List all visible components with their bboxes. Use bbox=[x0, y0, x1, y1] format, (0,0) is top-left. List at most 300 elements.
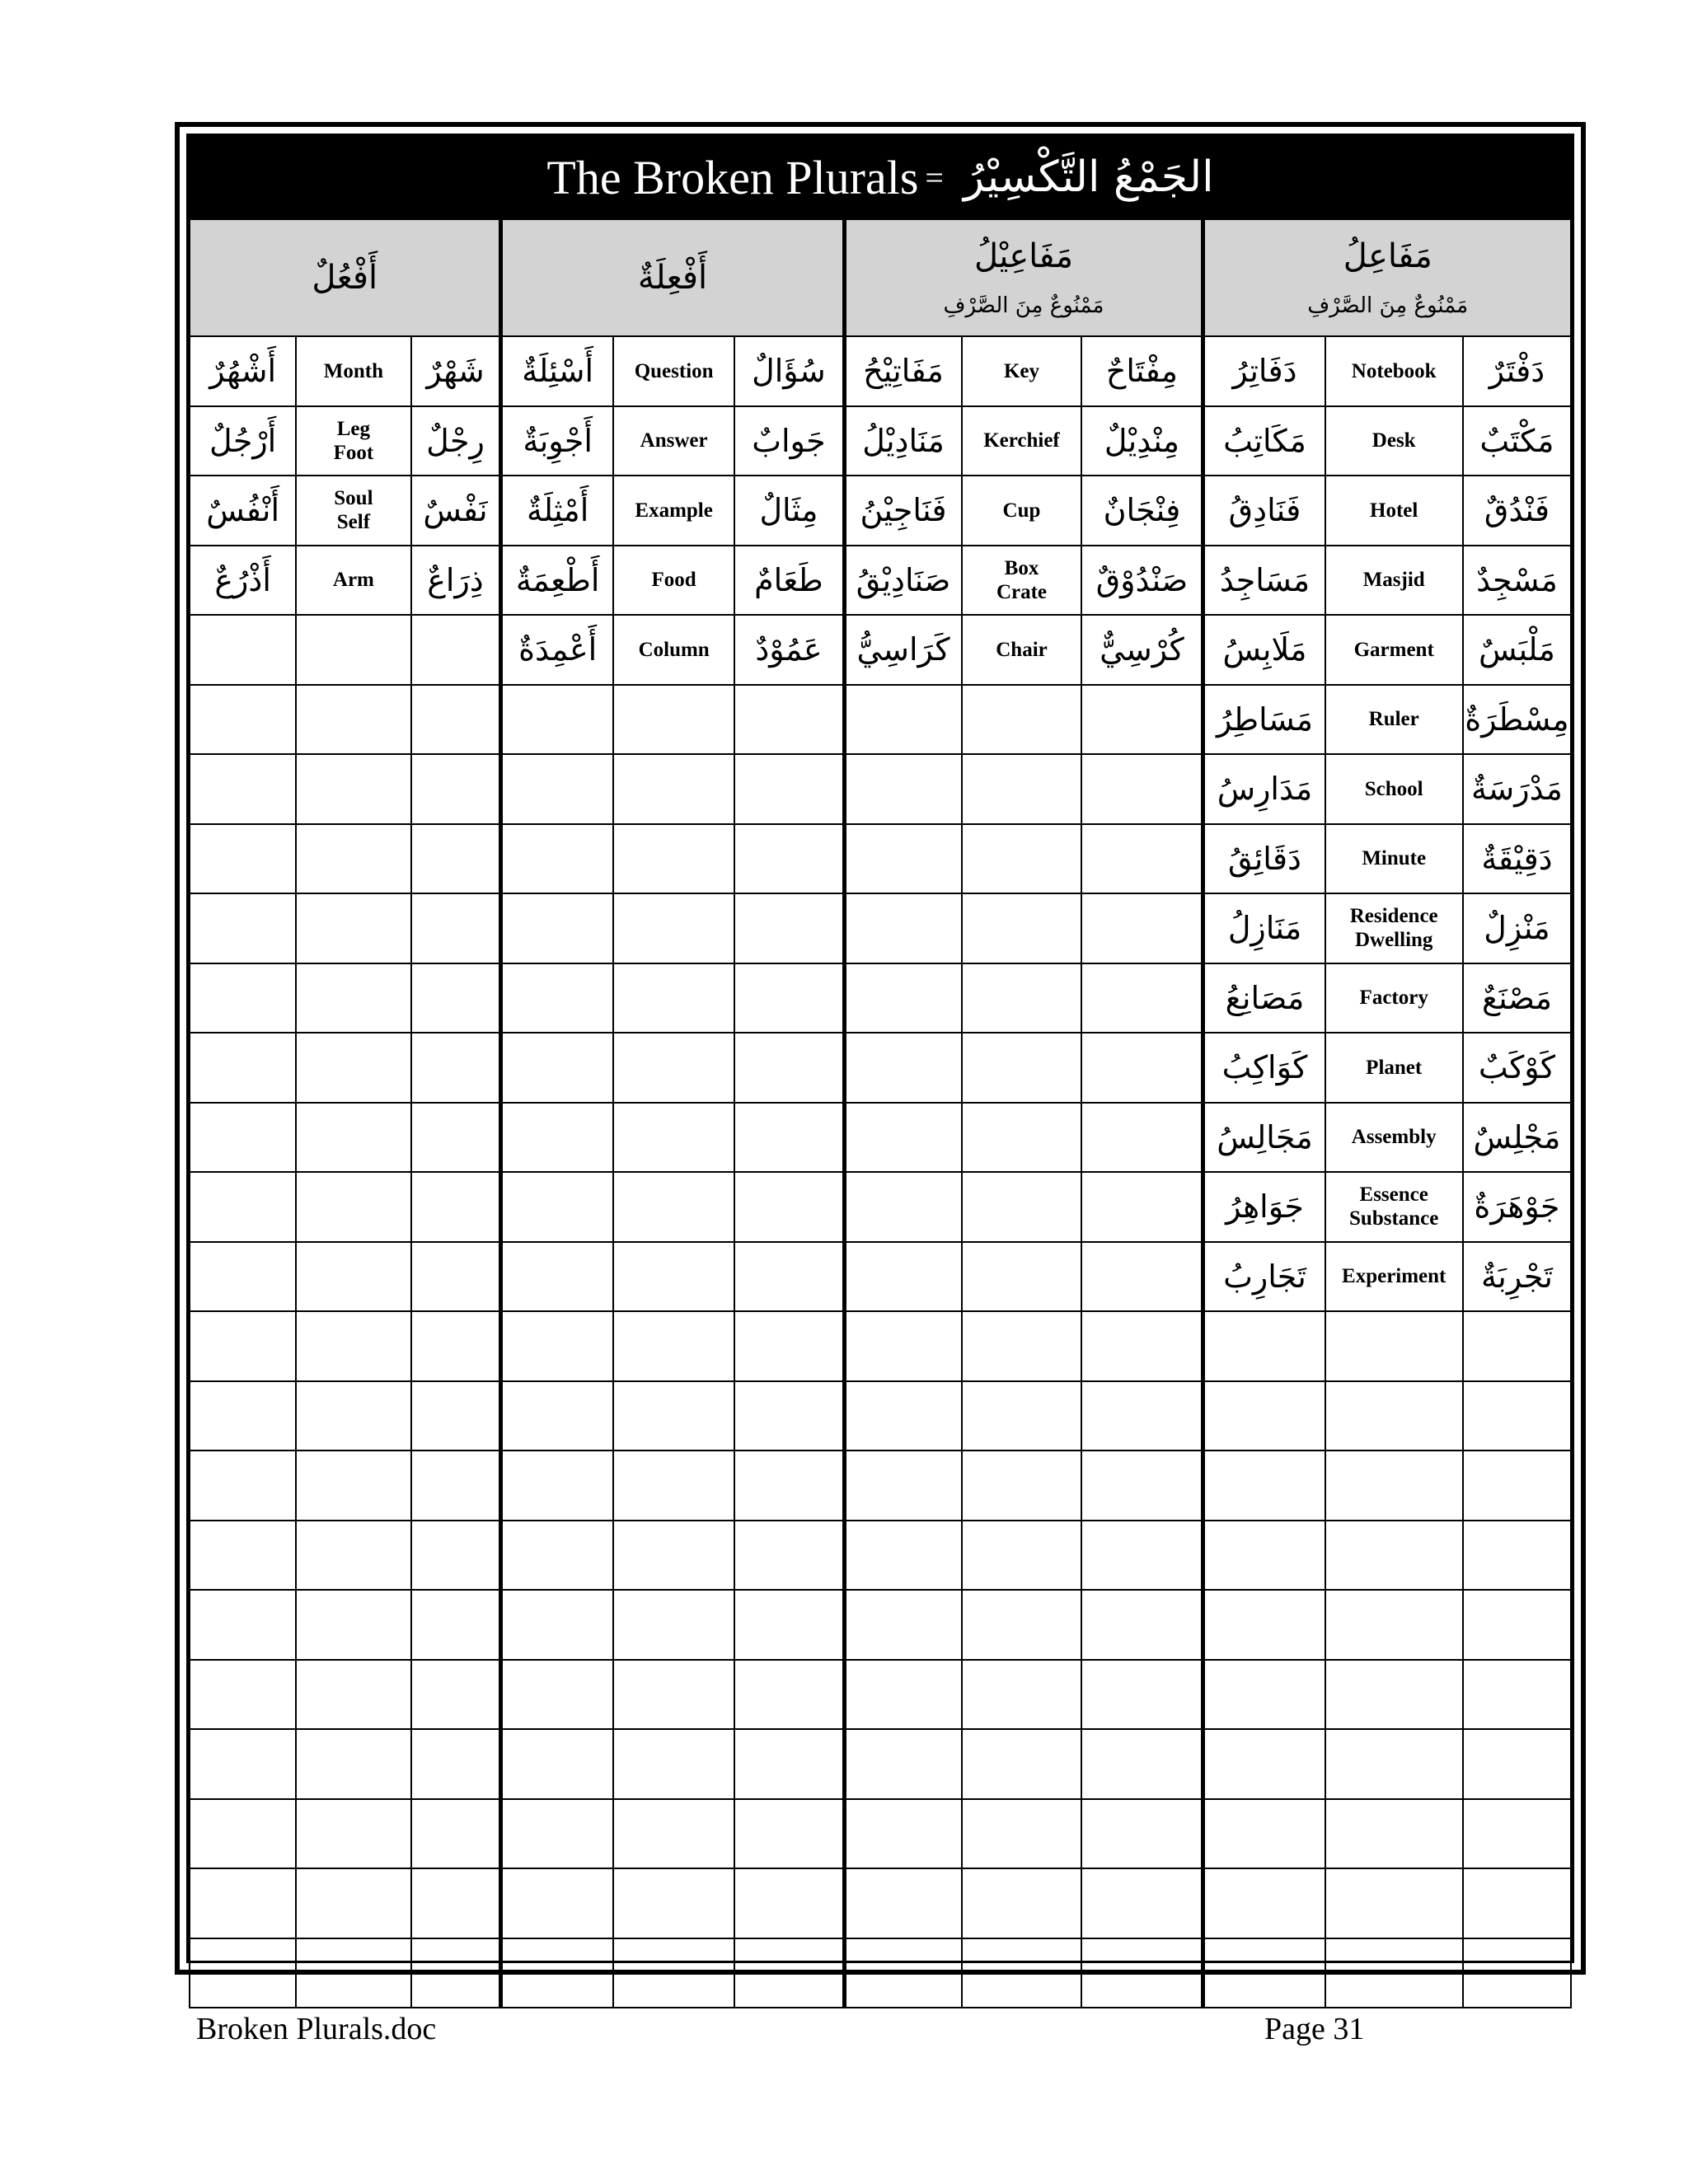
singular-cell bbox=[1463, 1799, 1571, 1869]
meaning-cell-text: Factory bbox=[1359, 987, 1428, 1010]
plural-cell bbox=[844, 1868, 962, 1938]
pattern-name: مَفَاعِلُ bbox=[1343, 237, 1432, 275]
meaning-cell bbox=[613, 1660, 735, 1730]
pattern-name: أَفْعُلٌ bbox=[312, 259, 378, 297]
plural-cell bbox=[501, 893, 613, 963]
singular-cell bbox=[1463, 685, 1571, 755]
meaning-cell bbox=[296, 615, 410, 685]
singular-cell-text: مِثَالٌ bbox=[759, 492, 818, 529]
meaning-cell bbox=[296, 1381, 410, 1451]
singular-cell-text: صَنْدُوْقٌ bbox=[1095, 561, 1189, 598]
meaning-cell-text: Desk bbox=[1372, 429, 1416, 452]
plural-cell bbox=[1203, 476, 1325, 546]
plural-cell bbox=[1203, 406, 1325, 476]
meaning-cell bbox=[962, 1868, 1082, 1938]
meaning-cell bbox=[613, 1381, 735, 1451]
singular-cell bbox=[1463, 615, 1571, 685]
meaning-cell bbox=[613, 893, 735, 963]
plural-cell bbox=[844, 476, 962, 546]
singular-cell-text: مِفْتَاحٌ bbox=[1105, 353, 1179, 390]
meaning-cell bbox=[296, 1311, 410, 1381]
plural-cell bbox=[190, 1799, 296, 1869]
plural-cell bbox=[501, 963, 613, 1033]
meaning-cell bbox=[962, 1311, 1082, 1381]
singular-cell bbox=[734, 1451, 844, 1521]
plural-cell bbox=[190, 1311, 296, 1381]
meaning-cell bbox=[613, 1311, 735, 1381]
plural-cell bbox=[1203, 824, 1325, 894]
singular-cell bbox=[1081, 1033, 1203, 1103]
table-row bbox=[190, 1521, 1571, 1591]
plural-cell-text: أَجْوِبَةٌ bbox=[523, 422, 593, 459]
singular-cell bbox=[1081, 1799, 1203, 1869]
meaning-cell bbox=[296, 546, 410, 616]
singular-cell bbox=[1463, 1311, 1571, 1381]
meaning-cell bbox=[962, 893, 1082, 963]
meaning-cell-text: Hotel bbox=[1370, 499, 1418, 522]
singular-cell bbox=[411, 685, 501, 755]
singular-cell bbox=[1463, 1242, 1571, 1312]
meaning-cell-text: Example bbox=[635, 499, 713, 522]
meaning-cell bbox=[962, 824, 1082, 894]
meaning-cell bbox=[296, 1729, 410, 1799]
pattern-header-row bbox=[190, 219, 1571, 336]
plural-cell bbox=[1203, 1103, 1325, 1173]
meaning-cell bbox=[613, 406, 735, 476]
table-row bbox=[190, 1590, 1571, 1660]
meaning-cell bbox=[613, 1868, 735, 1938]
singular-cell bbox=[1463, 893, 1571, 963]
singular-cell bbox=[1081, 1521, 1203, 1591]
meaning-cell bbox=[962, 336, 1082, 406]
plural-cell bbox=[844, 1311, 962, 1381]
pattern-header bbox=[190, 219, 501, 336]
singular-cell bbox=[1081, 406, 1203, 476]
singular-cell bbox=[411, 1381, 501, 1451]
meaning-cell bbox=[962, 1660, 1082, 1730]
footer-page-number: Page 31 bbox=[1264, 2012, 1365, 2046]
meaning-cell bbox=[613, 615, 735, 685]
plural-cell bbox=[844, 406, 962, 476]
singular-cell bbox=[411, 1033, 501, 1103]
meaning-cell bbox=[613, 824, 735, 894]
plural-cell bbox=[190, 893, 296, 963]
table-row bbox=[190, 893, 1571, 963]
meaning-cell-text: Arm bbox=[332, 569, 374, 592]
meaning-cell-text: Key bbox=[1003, 359, 1040, 382]
singular-cell bbox=[734, 406, 844, 476]
table-row bbox=[190, 1172, 1571, 1242]
singular-cell bbox=[734, 1729, 844, 1799]
singular-cell bbox=[734, 615, 844, 685]
meaning-cell bbox=[296, 336, 410, 406]
singular-cell-text: دَفْتَرٌ bbox=[1489, 353, 1545, 390]
singular-cell bbox=[734, 1799, 844, 1869]
singular-cell-text: جَوْهَرَةٌ bbox=[1474, 1188, 1560, 1226]
plural-cell bbox=[1203, 615, 1325, 685]
plural-cell bbox=[1203, 1799, 1325, 1869]
table-row bbox=[190, 685, 1571, 755]
table-row bbox=[190, 1938, 1571, 2008]
plural-cell bbox=[844, 1381, 962, 1451]
singular-cell bbox=[734, 824, 844, 894]
meaning-cell-text: School bbox=[1364, 777, 1423, 800]
plural-cell bbox=[1203, 1311, 1325, 1381]
meaning-cell bbox=[296, 1799, 410, 1869]
singular-cell-text: عَمُوْدٌ bbox=[755, 631, 823, 668]
meaning-cell bbox=[296, 963, 410, 1033]
meaning-cell bbox=[1325, 1590, 1463, 1660]
plural-cell bbox=[190, 406, 296, 476]
meaning-cell bbox=[962, 1381, 1082, 1451]
meaning-cell bbox=[613, 1242, 735, 1312]
table-row bbox=[190, 1103, 1571, 1173]
meaning-cell bbox=[962, 754, 1082, 824]
plural-cell bbox=[844, 1103, 962, 1173]
meaning-cell bbox=[613, 476, 735, 546]
meaning-cell bbox=[296, 824, 410, 894]
plural-cell bbox=[1203, 1660, 1325, 1730]
meaning-cell bbox=[296, 685, 410, 755]
singular-cell-text: فِنْجَانٌ bbox=[1103, 492, 1181, 529]
singular-cell bbox=[734, 893, 844, 963]
table-row bbox=[190, 476, 1571, 546]
plural-cell bbox=[1203, 1729, 1325, 1799]
meaning-cell bbox=[613, 685, 735, 755]
plural-cell bbox=[190, 1590, 296, 1660]
meaning-cell-text: Minute bbox=[1362, 847, 1427, 870]
plural-cell-text: مَنَادِيْلُ bbox=[862, 422, 945, 459]
singular-cell-text: جَوابٌ bbox=[752, 422, 826, 459]
singular-cell bbox=[1463, 476, 1571, 546]
singular-cell bbox=[411, 824, 501, 894]
meaning-cell bbox=[1325, 1451, 1463, 1521]
table-row bbox=[190, 1799, 1571, 1869]
plural-cell bbox=[844, 1242, 962, 1312]
singular-cell bbox=[734, 476, 844, 546]
meaning-cell bbox=[613, 754, 735, 824]
plural-cell-text: فَنَادِقُ bbox=[1228, 492, 1301, 529]
singular-cell bbox=[411, 1590, 501, 1660]
singular-cell bbox=[1081, 685, 1203, 755]
meaning-cell-text: Assembly bbox=[1351, 1126, 1437, 1149]
title-english: The Broken Plurals bbox=[546, 150, 919, 204]
plural-cell bbox=[190, 1729, 296, 1799]
plural-cell bbox=[501, 1033, 613, 1103]
plural-cell-text: أَنْفُسٌ bbox=[206, 492, 280, 529]
plural-cell bbox=[844, 1729, 962, 1799]
singular-cell bbox=[1463, 1103, 1571, 1173]
table-row bbox=[190, 824, 1571, 894]
plural-cell bbox=[501, 476, 613, 546]
singular-cell bbox=[411, 1521, 501, 1591]
plural-cell bbox=[501, 406, 613, 476]
singular-cell-text: تَجْرِبَةٌ bbox=[1480, 1258, 1553, 1295]
singular-cell-text: سُؤَالٌ bbox=[752, 353, 826, 390]
plural-cell bbox=[190, 546, 296, 616]
meaning-cell bbox=[296, 1590, 410, 1660]
meaning-cell bbox=[613, 1590, 735, 1660]
meaning-cell-text: Box Crate bbox=[996, 556, 1048, 603]
plural-cell bbox=[190, 615, 296, 685]
singular-cell bbox=[411, 615, 501, 685]
meaning-cell-text: Leg Foot bbox=[333, 417, 374, 464]
plural-cell-text: كَوَاكِبُ bbox=[1221, 1049, 1308, 1086]
singular-cell bbox=[1081, 336, 1203, 406]
meaning-cell-text: Ruler bbox=[1368, 708, 1419, 731]
meaning-cell bbox=[1325, 1311, 1463, 1381]
meaning-cell bbox=[962, 1242, 1082, 1312]
plural-cell bbox=[190, 824, 296, 894]
plural-cell bbox=[844, 1799, 962, 1869]
plural-cell bbox=[190, 476, 296, 546]
meaning-cell bbox=[613, 963, 735, 1033]
meaning-cell bbox=[296, 1868, 410, 1938]
meaning-cell bbox=[1325, 1660, 1463, 1730]
title-separator: = bbox=[925, 158, 944, 196]
plural-cell bbox=[844, 1660, 962, 1730]
plural-cell bbox=[501, 1451, 613, 1521]
meaning-cell-text: Residence Dwelling bbox=[1349, 905, 1438, 952]
plural-cell bbox=[501, 1799, 613, 1869]
meaning-cell bbox=[296, 1172, 410, 1242]
meaning-cell bbox=[296, 893, 410, 963]
meaning-cell bbox=[296, 1938, 410, 2008]
plural-cell bbox=[501, 1938, 613, 2008]
plural-cell bbox=[844, 336, 962, 406]
singular-cell-text: كُرْسِيٌّ bbox=[1100, 631, 1184, 668]
plurals-table bbox=[189, 218, 1572, 2008]
plural-cell-text: أَطْعِمَةٌ bbox=[515, 561, 600, 598]
plural-cell bbox=[844, 824, 962, 894]
plural-cell-text: مَلَابِسُ bbox=[1222, 631, 1307, 668]
singular-cell bbox=[734, 1938, 844, 2008]
singular-cell bbox=[1081, 1729, 1203, 1799]
singular-cell-text: ذِرَاعٌ bbox=[427, 561, 484, 598]
plural-cell bbox=[1203, 685, 1325, 755]
singular-cell bbox=[411, 546, 501, 616]
meaning-cell bbox=[613, 1103, 735, 1173]
singular-cell bbox=[411, 336, 501, 406]
singular-cell bbox=[734, 1868, 844, 1938]
meaning-cell-text: Garment bbox=[1353, 638, 1434, 661]
plural-cell-text: جَوَاهِرُ bbox=[1226, 1188, 1304, 1226]
plural-cell bbox=[1203, 1938, 1325, 2008]
meaning-cell-text: Chair bbox=[996, 638, 1048, 661]
singular-cell bbox=[734, 1033, 844, 1103]
meaning-cell bbox=[1325, 615, 1463, 685]
singular-cell-text: مَكْتَبٌ bbox=[1479, 422, 1554, 459]
singular-cell bbox=[1081, 1451, 1203, 1521]
meaning-cell bbox=[1325, 1103, 1463, 1173]
singular-cell bbox=[411, 1660, 501, 1730]
singular-cell bbox=[1081, 1868, 1203, 1938]
singular-cell bbox=[411, 1311, 501, 1381]
singular-cell bbox=[1081, 1938, 1203, 2008]
singular-cell bbox=[734, 1172, 844, 1242]
meaning-cell bbox=[962, 1451, 1082, 1521]
table-row bbox=[190, 754, 1571, 824]
singular-cell bbox=[1081, 1311, 1203, 1381]
meaning-cell-text: Kerchief bbox=[983, 429, 1060, 452]
plural-cell bbox=[501, 754, 613, 824]
table-row bbox=[190, 1660, 1571, 1730]
meaning-cell bbox=[962, 406, 1082, 476]
singular-cell bbox=[411, 1938, 501, 2008]
singular-cell-text: كَوْكَبٌ bbox=[1478, 1049, 1556, 1086]
meaning-cell bbox=[296, 754, 410, 824]
singular-cell bbox=[734, 1103, 844, 1173]
plural-cell bbox=[1203, 1590, 1325, 1660]
meaning-cell bbox=[613, 1521, 735, 1591]
meaning-cell bbox=[962, 1521, 1082, 1591]
meaning-cell-text: Experiment bbox=[1342, 1265, 1447, 1288]
meaning-cell bbox=[962, 1172, 1082, 1242]
singular-cell bbox=[1463, 406, 1571, 476]
plural-cell bbox=[844, 1033, 962, 1103]
plural-cell bbox=[1203, 1033, 1325, 1103]
plural-cell bbox=[501, 1729, 613, 1799]
singular-cell bbox=[411, 1799, 501, 1869]
plural-cell-text: أَعْمِدَةٌ bbox=[518, 631, 598, 668]
singular-cell bbox=[1463, 754, 1571, 824]
page-frame bbox=[175, 122, 1586, 1975]
singular-cell bbox=[1463, 963, 1571, 1033]
table-row bbox=[190, 406, 1571, 476]
plural-cell bbox=[190, 1033, 296, 1103]
table-row bbox=[190, 1311, 1571, 1381]
singular-cell-text: دَقِيْقَةٌ bbox=[1481, 840, 1553, 877]
plural-cell bbox=[190, 1242, 296, 1312]
table-row bbox=[190, 1381, 1571, 1451]
plural-cell bbox=[844, 1521, 962, 1591]
plural-cell-text: فَنَاجِيْنُ bbox=[860, 492, 947, 529]
singular-cell bbox=[1463, 1033, 1571, 1103]
singular-cell bbox=[411, 754, 501, 824]
plural-cell bbox=[1203, 336, 1325, 406]
meaning-cell bbox=[296, 1242, 410, 1312]
plural-cell bbox=[501, 824, 613, 894]
plural-cell-text: أَرْجُلٌ bbox=[209, 422, 277, 459]
table-row bbox=[190, 336, 1571, 406]
plural-cell bbox=[501, 336, 613, 406]
pattern-name: مَفَاعِيْلُ bbox=[973, 237, 1074, 275]
singular-cell-text: مَجْلِسٌ bbox=[1473, 1118, 1561, 1155]
meaning-cell bbox=[1325, 1242, 1463, 1312]
plural-cell-text: أَذْرُعٌ bbox=[214, 561, 271, 598]
table-row bbox=[190, 546, 1571, 616]
meaning-cell bbox=[296, 476, 410, 546]
singular-cell-text: مَصْنَعٌ bbox=[1481, 979, 1552, 1016]
singular-cell bbox=[411, 1451, 501, 1521]
singular-cell bbox=[411, 1172, 501, 1242]
singular-cell bbox=[1463, 1660, 1571, 1730]
plural-cell bbox=[501, 685, 613, 755]
plural-cell bbox=[844, 685, 962, 755]
meaning-cell bbox=[962, 615, 1082, 685]
meaning-cell bbox=[1325, 336, 1463, 406]
singular-cell bbox=[411, 1868, 501, 1938]
plural-cell bbox=[1203, 754, 1325, 824]
meaning-cell bbox=[962, 1033, 1082, 1103]
plural-cell bbox=[1203, 893, 1325, 963]
plural-cell-text: صَنَادِيْقُ bbox=[856, 561, 951, 598]
meaning-cell bbox=[962, 476, 1082, 546]
singular-cell bbox=[411, 963, 501, 1033]
pattern-header bbox=[1203, 219, 1571, 336]
table-row bbox=[190, 1033, 1571, 1103]
singular-cell bbox=[1081, 546, 1203, 616]
plural-cell bbox=[1203, 1172, 1325, 1242]
singular-cell bbox=[734, 336, 844, 406]
singular-cell bbox=[1081, 1590, 1203, 1660]
plural-cell bbox=[190, 1521, 296, 1591]
pattern-note: مَمْنُوعٌ مِنَ الصَّرْفِ bbox=[943, 293, 1104, 318]
table-row bbox=[190, 1242, 1571, 1312]
plural-cell-text: مَسَاجِدُ bbox=[1219, 561, 1311, 598]
meaning-cell bbox=[1325, 1033, 1463, 1103]
plural-cell-text: مَنَازِلُ bbox=[1227, 910, 1302, 947]
plural-cell bbox=[1203, 1868, 1325, 1938]
singular-cell bbox=[411, 1103, 501, 1173]
meaning-cell bbox=[1325, 893, 1463, 963]
plural-cell bbox=[501, 1311, 613, 1381]
singular-cell bbox=[1463, 1172, 1571, 1242]
meaning-cell-text: Column bbox=[638, 638, 710, 661]
meaning-cell bbox=[1325, 1381, 1463, 1451]
plural-cell bbox=[1203, 1381, 1325, 1451]
meaning-cell-text: Food bbox=[651, 569, 696, 592]
singular-cell bbox=[1081, 1660, 1203, 1730]
table-row bbox=[190, 1451, 1571, 1521]
plural-cell bbox=[190, 963, 296, 1033]
meaning-cell bbox=[1325, 824, 1463, 894]
plural-cell-text: مَفَاتِيْحُ bbox=[863, 353, 944, 390]
meaning-cell bbox=[613, 1729, 735, 1799]
table-row bbox=[190, 963, 1571, 1033]
singular-cell bbox=[1081, 754, 1203, 824]
plural-cell bbox=[1203, 1451, 1325, 1521]
singular-cell bbox=[1081, 963, 1203, 1033]
meaning-cell bbox=[296, 1451, 410, 1521]
singular-cell-text: شَهْرٌ bbox=[426, 353, 485, 390]
pattern-header bbox=[844, 219, 1203, 336]
singular-cell-text: مَنْزِلٌ bbox=[1484, 910, 1550, 947]
singular-cell bbox=[411, 893, 501, 963]
singular-cell-text: طَعَامٌ bbox=[754, 561, 823, 598]
meaning-cell bbox=[962, 1729, 1082, 1799]
singular-cell-text: مِسْطَرَةٌ bbox=[1465, 701, 1569, 738]
singular-cell bbox=[1463, 336, 1571, 406]
meaning-cell bbox=[1325, 1729, 1463, 1799]
singular-cell-text: رِجْلٌ bbox=[426, 422, 485, 459]
meaning-cell bbox=[962, 963, 1082, 1033]
singular-cell bbox=[734, 546, 844, 616]
meaning-cell-text: Planet bbox=[1366, 1056, 1423, 1079]
plural-cell bbox=[844, 963, 962, 1033]
singular-cell bbox=[734, 685, 844, 755]
plural-cell-text: أَسْئِلَةٌ bbox=[522, 353, 594, 390]
plural-cell-text: مَكَاتِبُ bbox=[1223, 422, 1306, 459]
table-container bbox=[186, 134, 1574, 1963]
title-arabic: الجَمْعُ التَّكْسِيْرُ bbox=[963, 152, 1214, 202]
singular-cell bbox=[1081, 893, 1203, 963]
meaning-cell bbox=[962, 1938, 1082, 2008]
plural-cell bbox=[501, 1660, 613, 1730]
plural-cell bbox=[501, 1521, 613, 1591]
plural-cell bbox=[844, 1590, 962, 1660]
plural-cell bbox=[501, 1103, 613, 1173]
